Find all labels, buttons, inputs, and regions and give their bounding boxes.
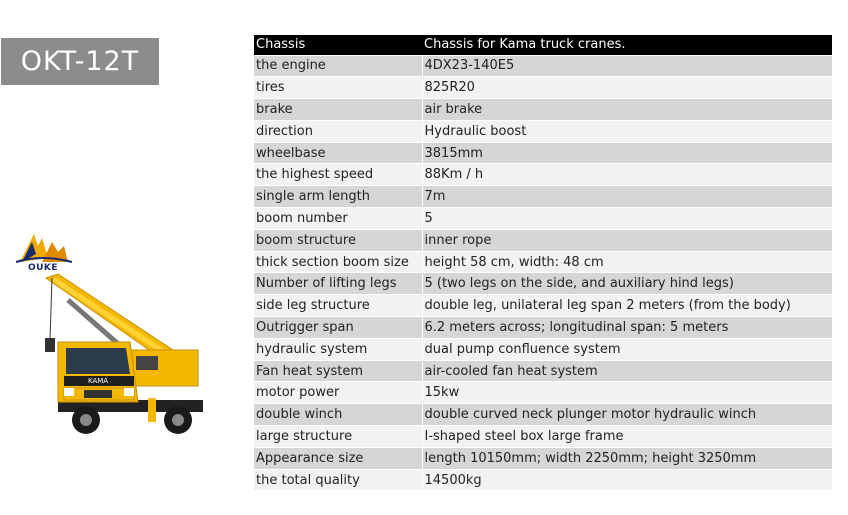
- model-badge: OKT-12T: [1, 38, 159, 85]
- spec-label-cell: double winch: [254, 404, 422, 426]
- spec-label-cell: hydraulic system: [254, 338, 422, 360]
- spec-label-cell: Appearance size: [254, 447, 422, 469]
- spec-value-cell: 7m: [422, 186, 832, 208]
- table-header-row: [254, 35, 832, 55]
- spec-label-cell: thick section boom size: [254, 251, 422, 273]
- spec-label-cell: the highest speed: [254, 164, 422, 186]
- table-row: [254, 426, 832, 448]
- spec-value-cell: dual pump confluence system: [422, 338, 832, 360]
- table-row: [254, 295, 832, 317]
- table-row: [254, 186, 832, 208]
- ouke-brand-logo: [12, 228, 74, 274]
- spec-value-cell: 6.2 meters across; longitudinal span: 5 meters: [422, 317, 832, 339]
- table-row: [254, 55, 832, 77]
- spec-value-cell: 4DX23-140E5: [422, 55, 832, 77]
- table-row: [254, 229, 832, 251]
- spec-label-cell: tires: [254, 77, 422, 99]
- spec-value-cell: I-shaped steel box large frame: [422, 426, 832, 448]
- table-row: [254, 273, 832, 295]
- table-row: [254, 99, 832, 121]
- spec-value-cell: 14500kg: [422, 469, 832, 491]
- logo-text: OUKE: [27, 263, 59, 273]
- table-row: [254, 208, 832, 230]
- table-row: [254, 164, 832, 186]
- spec-value-cell: length 10150mm; width 2250mm; height 3250mm: [422, 447, 832, 469]
- header-cell-label: Chassis: [254, 35, 422, 55]
- table-row: [254, 338, 832, 360]
- spec-value-cell: 5: [422, 208, 832, 230]
- spec-label-cell: Number of lifting legs: [254, 273, 422, 295]
- table-row: [254, 469, 832, 491]
- spec-label-cell: Fan heat system: [254, 360, 422, 382]
- table-row: [254, 447, 832, 469]
- spec-label-cell: boom structure: [254, 229, 422, 251]
- logo-mark-icon: [12, 228, 74, 264]
- table-row: [254, 404, 832, 426]
- spec-label-cell: Outrigger span: [254, 317, 422, 339]
- header-cell-value: Chassis for Kama truck cranes.: [422, 35, 832, 55]
- table-row: [254, 120, 832, 142]
- table-row: [254, 251, 832, 273]
- spec-value-cell: 5 (two legs on the side, and auxiliary hind legs): [422, 273, 832, 295]
- spec-value-cell: air-cooled fan heat system: [422, 360, 832, 382]
- specification-table: [254, 35, 832, 491]
- spec-label-cell: large structure: [254, 426, 422, 448]
- truck-crane-image: [28, 270, 208, 450]
- spec-value-cell: 88Km / h: [422, 164, 832, 186]
- spec-label-cell: the total quality: [254, 469, 422, 491]
- spec-value-cell: air brake: [422, 99, 832, 121]
- spec-label-cell: motor power: [254, 382, 422, 404]
- table-row: [254, 360, 832, 382]
- spec-label-cell: the engine: [254, 55, 422, 77]
- spec-label-cell: side leg structure: [254, 295, 422, 317]
- spec-label-cell: brake: [254, 99, 422, 121]
- spec-value-cell: 15kw: [422, 382, 832, 404]
- table-row: [254, 382, 832, 404]
- spec-value-cell: height 58 cm, width: 48 cm: [422, 251, 832, 273]
- spec-value-cell: inner rope: [422, 229, 832, 251]
- table-row: [254, 77, 832, 99]
- spec-value-cell: Hydraulic boost: [422, 120, 832, 142]
- table-row: [254, 142, 832, 164]
- cab-label: KAMA: [88, 377, 109, 385]
- spec-label-cell: boom number: [254, 208, 422, 230]
- spec-value-cell: 825R20: [422, 77, 832, 99]
- spec-label-cell: direction: [254, 120, 422, 142]
- spec-value-cell: double curved neck plunger motor hydraulic winch: [422, 404, 832, 426]
- spec-value-cell: double leg, unilateral leg span 2 meters (from the body): [422, 295, 832, 317]
- table-row: [254, 317, 832, 339]
- spec-label-cell: wheelbase: [254, 142, 422, 164]
- spec-value-cell: 3815mm: [422, 142, 832, 164]
- spec-label-cell: single arm length: [254, 186, 422, 208]
